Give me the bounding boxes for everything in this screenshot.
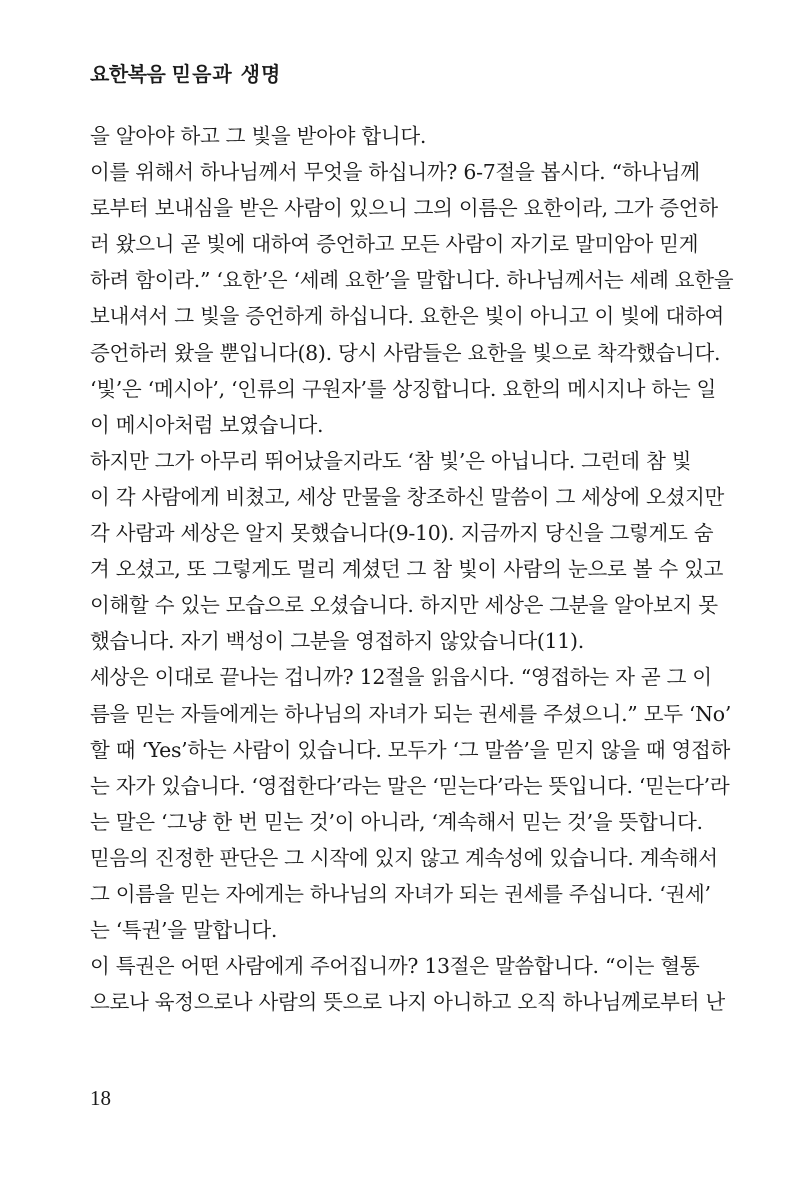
text-line: 할 때 ‘Yes’하는 사람이 있습니다. 모두가 ‘그 말씀’을 믿지 않을 때 영접하 [90, 737, 731, 762]
body-text [90, 118, 734, 1020]
text-line: 증언하러 왔을 뿐입니다(8). 당시 사람들은 요한을 빛으로 착각했습니다. [90, 340, 721, 365]
text-line: 는 ‘특권’을 말합니다. [90, 918, 278, 943]
text-line: 을 알아야 하고 그 빛을 받아야 합니다. [90, 124, 427, 148]
page-number: 18 [90, 1086, 111, 1110]
text-line: 했습니다. 자기 백성이 그분을 영접하지 않았습니다(11). [90, 629, 584, 654]
text-line: ‘빛’은 ‘메시아’, ‘인류의 구원자’를 상징합니다. 요한의 메시지나 하는 일 [90, 376, 717, 401]
running-header [90, 58, 281, 87]
header-subtitle: 믿음과 생명 [171, 62, 282, 86]
text-line: 하지만 그가 아무리 뛰어났을지라도 ‘참 빛’은 아닙니다. 그런데 참 빛 [90, 448, 692, 473]
text-line: 이 각 사람에게 비쳤고, 세상 만물을 창조하신 말씀이 그 세상에 오셨지만 [90, 484, 724, 509]
text-line: 믿음의 진정한 판단은 그 시작에 있지 않고 계속성에 있습니다. 계속해서 [90, 845, 718, 870]
text-line: 이 메시아처럼 보였습니다. [90, 412, 324, 437]
text-line: 겨 오셨고, 또 그렇게도 멀리 계셨던 그 참 빛이 사람의 눈으로 볼 수 있고 [90, 557, 724, 582]
text-line: 세상은 이대로 끝나는 겁니까? 12절을 읽읍시다. “영접하는 자 곧 그 이 [90, 665, 712, 690]
text-line: 그 이름을 믿는 자에게는 하나님의 자녀가 되는 권세를 주십니다. ‘권세’ [90, 881, 711, 906]
header-book-title: 요한복음 [90, 62, 172, 86]
text-line: 각 사람과 세상은 알지 못했습니다(9-10). 지금까지 당신을 그렇게도 숨 [90, 521, 714, 546]
text-line: 로부터 보내심을 받은 사람이 있으니 그의 이름은 요한이라, 그가 증언하 [90, 196, 718, 221]
text-line: 러 왔으니 곧 빛에 대하여 증언하고 모든 사람이 자기로 말미암아 믿게 [90, 232, 699, 257]
text-line: 으로나 육정으로나 사람의 뜻으로 나지 아니하고 오직 하나님께로부터 난 [90, 990, 725, 1015]
text-line: 보내셔서 그 빛을 증언하게 하십니다. 요한은 빛이 아니고 이 빛에 대하여 [90, 304, 724, 329]
text-line: 는 말은 ‘그냥 한 번 믿는 것’이 아니라, ‘계속해서 믿는 것’을 뜻합니다. [90, 809, 703, 834]
text-line: 이 특권은 어떤 사람에게 주어집니까? 13절은 말씀합니다. “이는 혈통 [90, 954, 700, 979]
text-line: 이해할 수 있는 모습으로 오셨습니다. 하지만 세상은 그분을 알아보지 못 [90, 593, 718, 618]
text-line: 름을 믿는 자들에게는 하나님의 자녀가 되는 권세를 주셨으니.” 모두 ‘No’ [90, 701, 732, 726]
text-line: 하려 함이라.” ‘요한’은 ‘세례 요한’을 말합니다. 하나님께서는 세례 요한을 [90, 268, 734, 293]
text-line: 이를 위해서 하나님께서 무엇을 하십니까? 6-7절을 봅시다. “하나님께 [90, 160, 700, 185]
text-line: 는 자가 있습니다. ‘영접한다’라는 말은 ‘믿는다’라는 뜻입니다. ‘믿는다’라 [90, 773, 730, 798]
